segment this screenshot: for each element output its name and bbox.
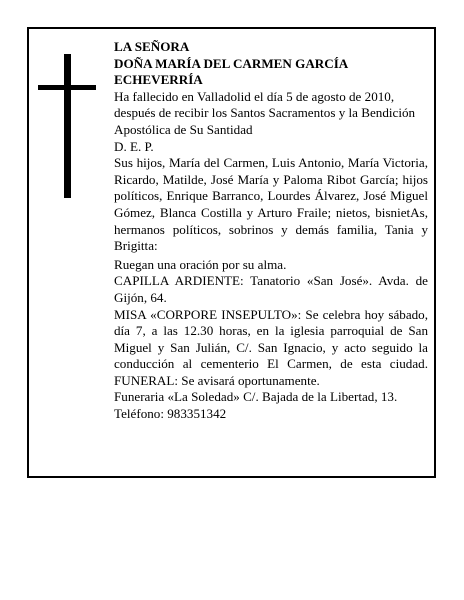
- title-line: LA SEÑORA: [114, 39, 190, 54]
- prayer-line: Ruegan una oración por su alma.: [114, 256, 287, 272]
- chapel-info: CAPILLA ARDIENTE: Tanatorio «San José». Avda. de Gijón, 64.: [114, 273, 428, 305]
- funeral-home-info: Funeraria «La Soledad» C/. Bajada de la Libertad, 13.: [114, 389, 398, 405]
- dep-line: D. E. P.: [114, 138, 154, 154]
- deceased-name-line2: ECHEVERRÍA: [114, 72, 203, 88]
- mass-info: MISA «CORPORE INSEPULTO»: Se celebra hoy sábado, día 7, a las 12.30 horas, en la iglesia parroquial de San Miguel y San Julián, C/. San Ignacio, y acto seguido la conducción al cementerio El Carmen, de esta ciudad. FUNERAL: Se avisará oportunamente.: [114, 306, 428, 388]
- cross-icon: [64, 54, 71, 198]
- phone-info: Teléfono: 983351342: [114, 406, 227, 422]
- obituary-text: [114, 39, 428, 423]
- cross-icon-bar: [38, 85, 96, 90]
- death-info: Ha fallecido en Valladolid el día 5 de agosto de 2010, después de recibir los Santos Sacramentos y la Bendición Apostólica de Su Santidad: [114, 88, 416, 137]
- family-list: Sus hijos, María del Carmen, Luis Antonio, María Victoria, Ricardo, Matilde, José María y Paloma Ribot García; hijos políticos, Enrique Barranco, Lourdes Álvarez, José Miguel Gómez, Blanca Costilla y Arturo Fraile; nietos, bisnietAs, hermanos políticos, sobrinos y demás familia, Tania y Brigitta:: [114, 155, 428, 254]
- deceased-name-line1: DOÑA MARÍA DEL CARMEN GARCÍA: [114, 55, 349, 71]
